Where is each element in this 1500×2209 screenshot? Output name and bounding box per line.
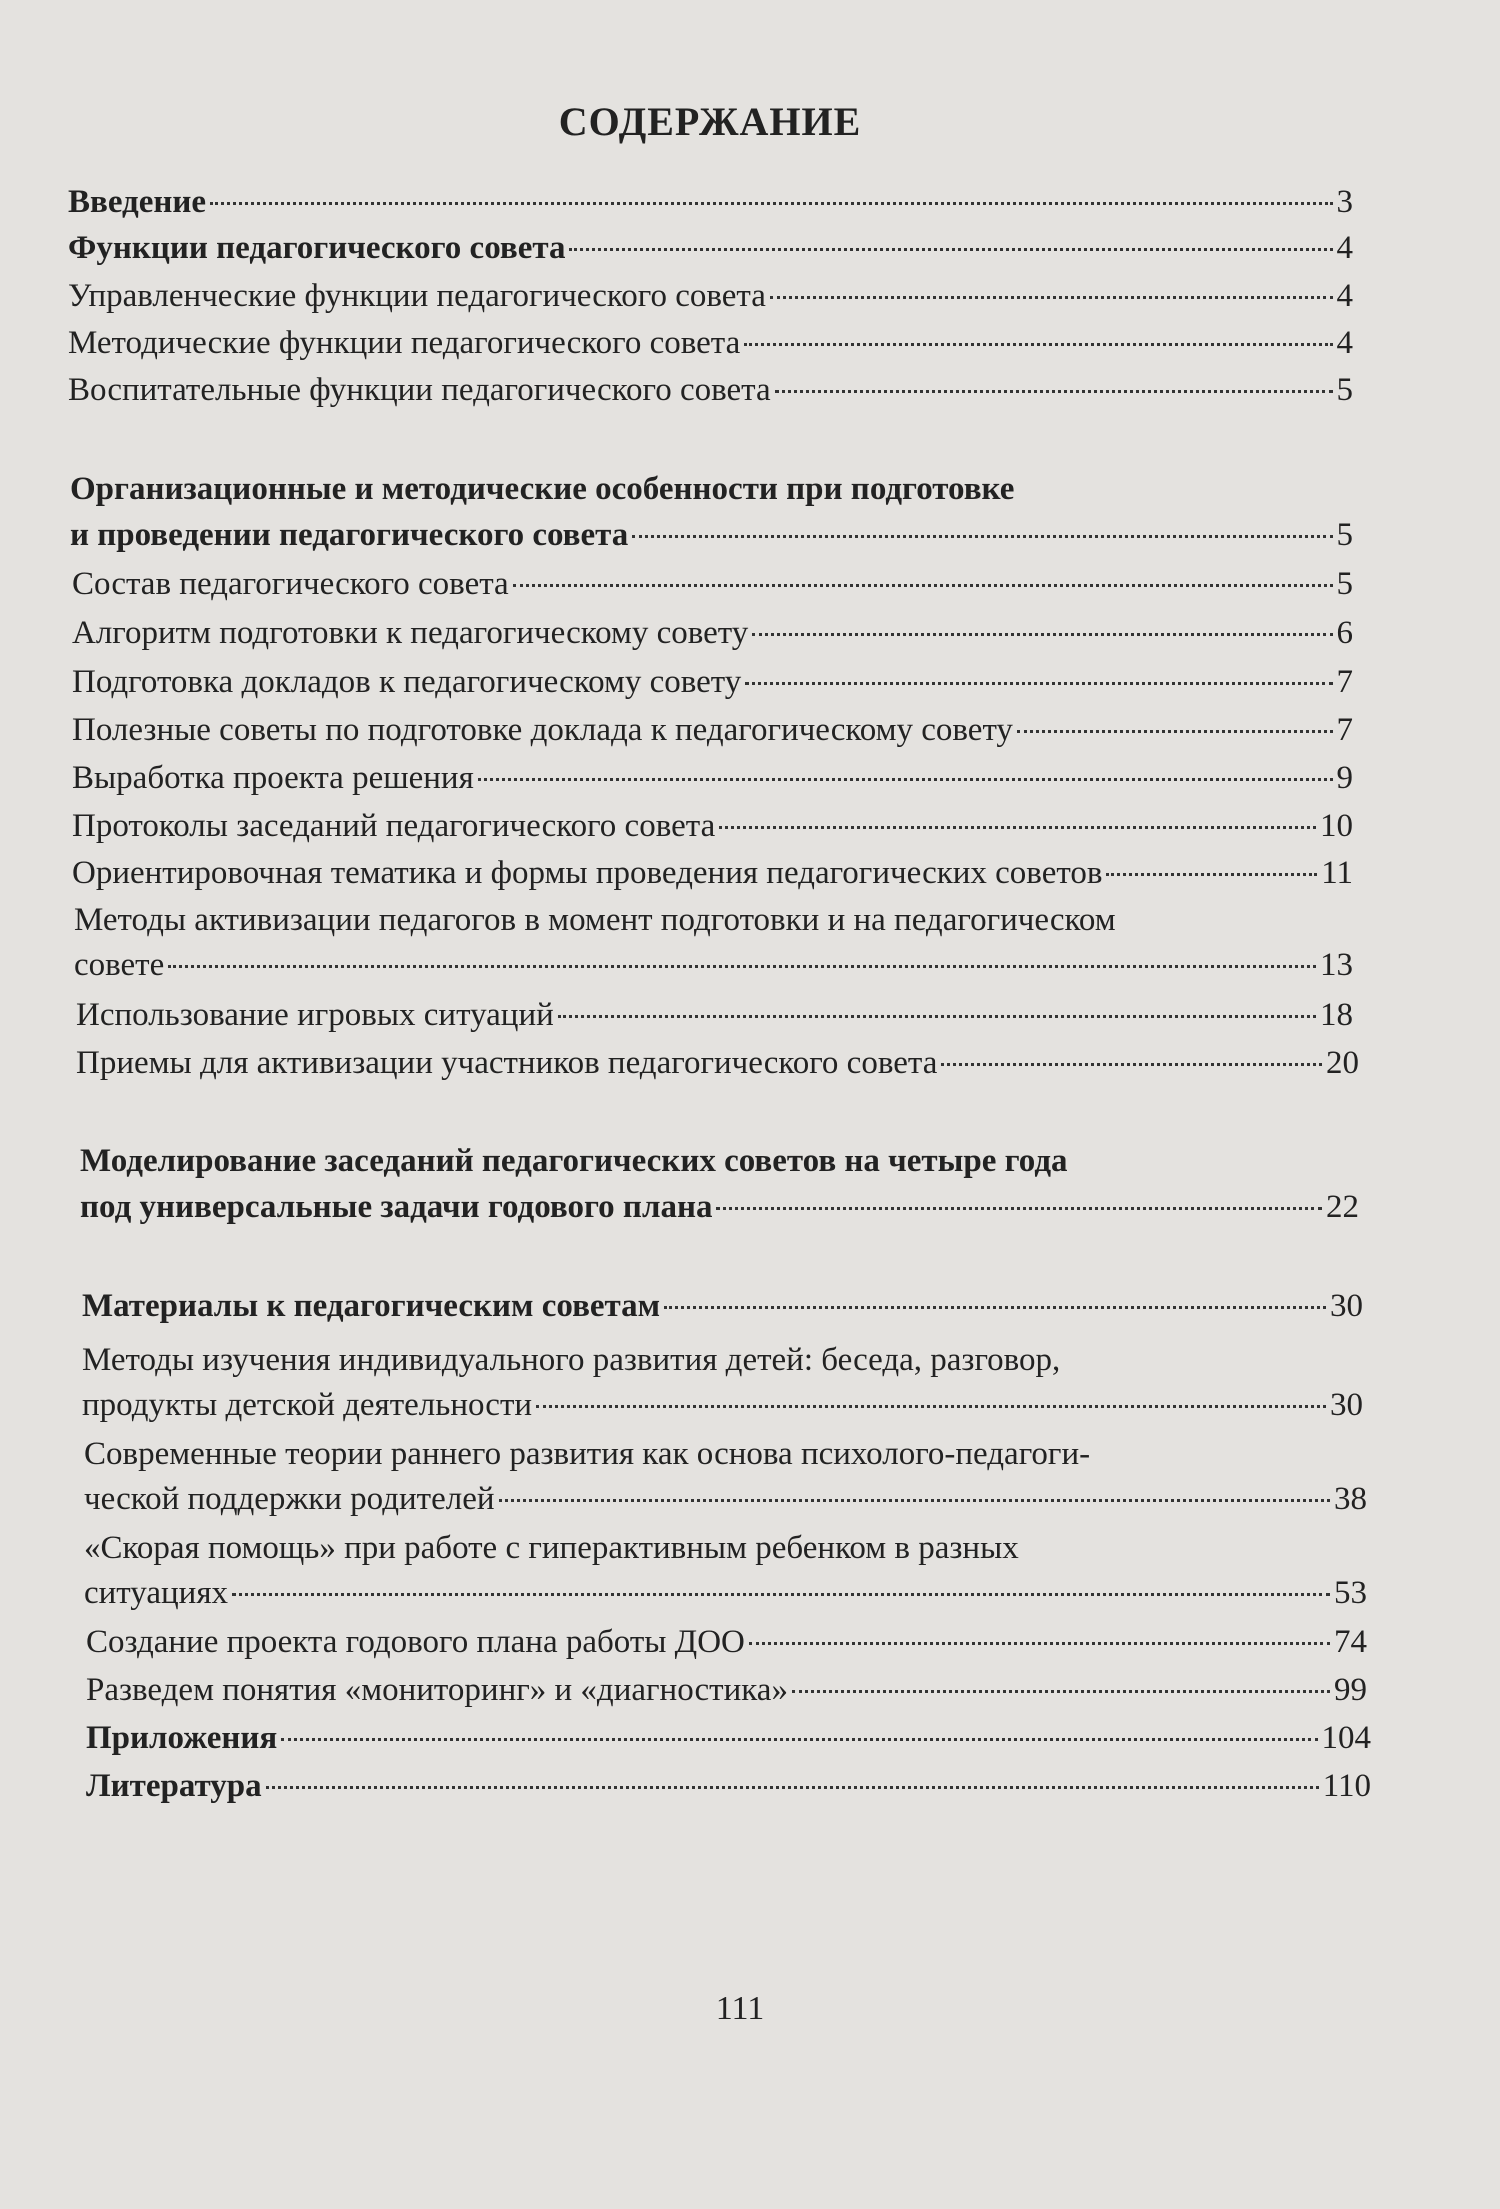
toc-leader-dots — [281, 1738, 1317, 1741]
toc-entry-page: 4 — [1336, 230, 1353, 266]
toc-entry-text: Использование игровых ситуаций — [76, 997, 554, 1033]
toc-entry-materials — [82, 1286, 1363, 1326]
page-number: 111 — [715, 1990, 765, 2027]
toc-entry-page: 20 — [1326, 1045, 1359, 1081]
toc-entry-text: Приемы для активизации участников педагогического совета — [76, 1045, 938, 1081]
toc-entry-page: 10 — [1320, 808, 1353, 844]
toc-entry-appendices — [86, 1718, 1371, 1758]
toc-leader-dots — [664, 1306, 1326, 1309]
toc-entry-text: Функции педагогического совета — [68, 230, 566, 266]
toc-entry-modeling — [80, 1187, 1359, 1227]
toc-entry-text: и проведении педагогического совета — [70, 517, 629, 553]
toc-entry-text: Приложения — [86, 1720, 278, 1756]
toc-entry-text: Управленческие функции педагогического совета — [68, 278, 766, 314]
toc-entry-draft-decision — [72, 758, 1353, 798]
toc-entry-text: Воспитательные функции педагогического совета — [68, 372, 771, 408]
toc-entry-early-development — [84, 1479, 1367, 1519]
toc-entry-page: 4 — [1336, 325, 1353, 361]
toc-entry-management-functions — [68, 276, 1353, 316]
toc-entry-text: под универсальные задачи годового плана — [80, 1189, 713, 1225]
toc-entry-literature — [86, 1766, 1371, 1806]
toc-entry-hyperactive-line1: «Скорая помощь» при работе с гиперактивным ребенком в разных — [84, 1530, 1019, 1566]
toc-entry-techniques — [76, 1043, 1359, 1083]
toc-entry-monitoring — [86, 1670, 1367, 1710]
toc-entry-educational-functions — [68, 370, 1353, 410]
toc-entry-methodical-functions — [68, 323, 1353, 363]
toc-leader-dots — [719, 826, 1316, 829]
toc-leader-dots — [770, 296, 1333, 299]
toc-entry-text: Подготовка докладов к педагогическому совету — [72, 664, 742, 700]
toc-entry-text: Создание проекта годового плана работы ДОО — [86, 1624, 745, 1660]
toc-leader-dots — [792, 1690, 1330, 1693]
toc-entry-text: совете — [74, 947, 165, 983]
toc-entry-text: Полезные советы по подготовке доклада к педагогическому совету — [72, 712, 1013, 748]
toc-leader-dots — [499, 1499, 1330, 1502]
toc-entry-page: 6 — [1336, 615, 1353, 651]
toc-leader-dots — [749, 1642, 1330, 1645]
toc-entry-text: Выработка проекта решения — [72, 760, 474, 796]
toc-leader-dots — [745, 682, 1332, 685]
toc-leader-dots — [558, 1015, 1316, 1018]
toc-entry-introduction — [68, 182, 1353, 222]
toc-entry-study-methods-line1: Методы изучения индивидуального развития детей: беседа, разговор, — [82, 1342, 1061, 1378]
toc-entry-modeling-line1: Моделирование заседаний педагогических советов на четыре года — [80, 1143, 1068, 1179]
toc-entry-hyperactive — [84, 1573, 1367, 1613]
toc-entry-early-development-line1: Современные теории раннего развития как основа психолого-педагоги- — [84, 1436, 1091, 1472]
toc-entry-algorithm — [72, 613, 1353, 653]
toc-leader-dots — [716, 1207, 1322, 1210]
toc-entry-page: 110 — [1322, 1768, 1371, 1804]
toc-entry-page: 104 — [1321, 1720, 1371, 1756]
toc-entry-text: Введение — [68, 184, 207, 220]
toc-leader-dots — [536, 1405, 1326, 1408]
toc-entry-text: Методические функции педагогического совета — [68, 325, 741, 361]
toc-entry-page: 3 — [1336, 184, 1353, 220]
toc-entry-annual-plan — [86, 1622, 1367, 1662]
toc-entry-composition — [72, 564, 1353, 604]
toc-leader-dots — [1106, 873, 1317, 876]
toc-leader-dots — [752, 633, 1332, 636]
toc-leader-dots — [632, 535, 1332, 538]
toc-entry-text: продукты детской деятельности — [82, 1387, 533, 1423]
toc-entry-text: Протоколы заседаний педагогического совета — [72, 808, 716, 844]
toc-leader-dots — [210, 202, 1332, 205]
toc-entry-text: ситуациях — [84, 1575, 229, 1611]
toc-entry-organizational — [70, 515, 1353, 555]
toc-entry-activation-methods — [74, 945, 1353, 985]
toc-entry-page: 9 — [1336, 760, 1353, 796]
toc-entry-page: 5 — [1336, 566, 1353, 602]
toc-leader-dots — [232, 1593, 1330, 1596]
toc-entry-text: Материалы к педагогическим советам — [82, 1288, 661, 1324]
toc-entry-page: 99 — [1334, 1672, 1367, 1708]
toc-entry-page: 4 — [1336, 278, 1353, 314]
toc-entry-thematics — [72, 853, 1353, 893]
toc-entry-text: ческой поддержки родителей — [84, 1481, 495, 1517]
toc-leader-dots — [478, 778, 1333, 781]
toc-entry-text: Разведем понятия «мониторинг» и «диагностика» — [86, 1672, 788, 1708]
toc-entry-text: Состав педагогического совета — [72, 566, 509, 602]
toc-entry-page: 13 — [1320, 947, 1353, 983]
toc-entry-page: 5 — [1336, 517, 1353, 553]
toc-entry-protocols — [72, 806, 1353, 846]
toc-entry-organizational-line1: Организационные и методические особенности при подготовке — [70, 471, 1015, 507]
toc-entry-page: 38 — [1334, 1481, 1367, 1517]
toc-entry-study-methods — [82, 1385, 1363, 1425]
toc-entry-page: 74 — [1334, 1624, 1367, 1660]
toc-entry-game-situations — [76, 995, 1353, 1035]
toc-leader-dots — [941, 1063, 1322, 1066]
toc-entry-text: Алгоритм подготовки к педагогическому совету — [72, 615, 749, 651]
toc-entry-page: 30 — [1330, 1387, 1363, 1423]
toc-entry-page: 53 — [1334, 1575, 1367, 1611]
toc-entry-reports — [72, 662, 1353, 702]
toc-entry-page: 11 — [1321, 855, 1353, 891]
toc-leader-dots — [744, 343, 1332, 346]
toc-leader-dots — [513, 584, 1333, 587]
toc-entry-functions — [68, 228, 1353, 268]
page-title: СОДЕРЖАНИЕ — [558, 99, 862, 144]
toc-entry-page: 18 — [1320, 997, 1353, 1033]
toc-leader-dots — [569, 248, 1332, 251]
toc-entry-page: 30 — [1330, 1288, 1363, 1324]
toc-entry-activation-methods-line1: Методы активизации педагогов в момент подготовки и на педагогическом — [74, 902, 1116, 938]
toc-leader-dots — [168, 965, 1316, 968]
toc-entry-page: 7 — [1336, 664, 1353, 700]
toc-leader-dots — [1017, 730, 1333, 733]
toc-entry-page: 22 — [1326, 1189, 1359, 1225]
toc-entry-text: Ориентировочная тематика и формы проведения педагогических советов — [72, 855, 1103, 891]
toc-leader-dots — [775, 390, 1333, 393]
toc-entry-page: 5 — [1336, 372, 1353, 408]
toc-leader-dots — [266, 1786, 1319, 1789]
toc-entry-useful-tips — [72, 710, 1353, 750]
toc-entry-page: 7 — [1336, 712, 1353, 748]
toc-entry-text: Литература — [86, 1768, 262, 1804]
